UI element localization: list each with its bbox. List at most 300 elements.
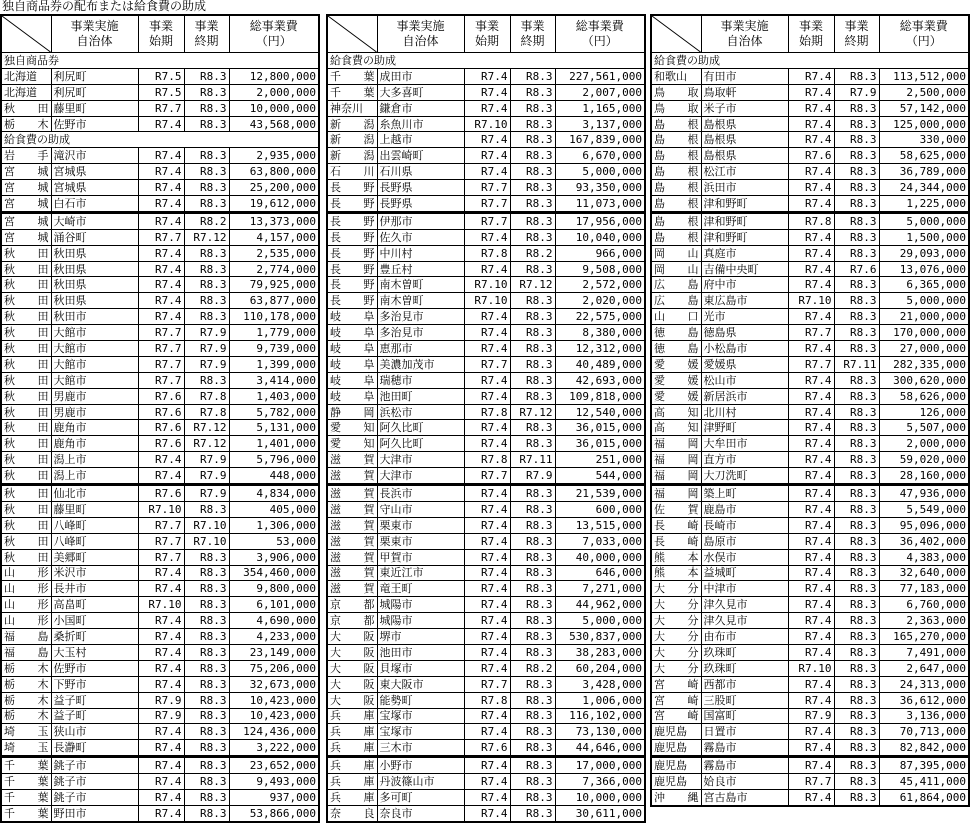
table-row bbox=[1, 68, 319, 84]
end-period-cell: R8.3 bbox=[834, 309, 879, 325]
municipality-cell: 佐久市 bbox=[377, 229, 464, 245]
pref-cell: 島 根 bbox=[651, 132, 701, 148]
start-period-cell: R7.4 bbox=[788, 549, 834, 565]
total-cost-cell: 109,818,000 bbox=[555, 388, 645, 404]
pref-cell: 大 分 bbox=[651, 644, 701, 660]
municipality-cell: 新居浜市 bbox=[701, 388, 788, 404]
pref-cell: 滋 賀 bbox=[327, 565, 377, 581]
start-period-cell: R7.4 bbox=[464, 436, 510, 452]
table-row bbox=[327, 676, 645, 692]
start-period-cell: R7.4 bbox=[138, 676, 184, 692]
municipality-cell: 益子町 bbox=[51, 692, 138, 708]
end-period-cell: R8.3 bbox=[834, 676, 879, 692]
total-cost-cell: 5,796,000 bbox=[229, 452, 319, 468]
pref-cell: 福 岡 bbox=[651, 468, 701, 485]
end-period-cell: R8.3 bbox=[184, 613, 229, 629]
total-cost-cell: 10,000,000 bbox=[555, 789, 645, 805]
total-cost-cell: 58,626,000 bbox=[879, 388, 969, 404]
total-cost-cell: 22,575,000 bbox=[555, 309, 645, 325]
table-row bbox=[651, 388, 969, 404]
start-period-cell: R7.4 bbox=[464, 100, 510, 116]
total-cost-cell: 6,670,000 bbox=[555, 148, 645, 164]
total-cost-cell: 77,183,000 bbox=[879, 581, 969, 597]
pref-cell: 高 知 bbox=[651, 404, 701, 420]
table-row bbox=[1, 549, 319, 565]
municipality-cell: 多可町 bbox=[377, 789, 464, 805]
table-row bbox=[651, 565, 969, 581]
start-period-cell: R7.4 bbox=[788, 116, 834, 132]
start-period-cell: R7.4 bbox=[138, 660, 184, 676]
table-row bbox=[327, 196, 645, 213]
end-period-cell: R8.3 bbox=[510, 676, 555, 692]
section-header-label: 給食費の助成 bbox=[327, 53, 645, 69]
total-cost-cell: 1,403,000 bbox=[229, 388, 319, 404]
municipality-cell: 愛媛県 bbox=[701, 356, 788, 372]
municipality-cell: 北川村 bbox=[701, 404, 788, 420]
start-period-cell: R7.4 bbox=[464, 309, 510, 325]
pref-cell: 島 根 bbox=[651, 148, 701, 164]
end-period-cell: R7.11 bbox=[834, 356, 879, 372]
table-row bbox=[327, 708, 645, 724]
end-period-cell: R8.3 bbox=[510, 485, 555, 502]
start-period-cell: R7.4 bbox=[788, 676, 834, 692]
end-period-cell: R8.3 bbox=[184, 196, 229, 213]
total-cost-cell: 966,000 bbox=[555, 245, 645, 261]
pref-cell: 滋 賀 bbox=[327, 549, 377, 565]
start-period-cell: R7.4 bbox=[138, 245, 184, 261]
total-cost-cell: 5,507,000 bbox=[879, 420, 969, 436]
municipality-cell: 津和野町 bbox=[701, 229, 788, 245]
total-cost-cell: 40,489,000 bbox=[555, 356, 645, 372]
header-cell-3: 総事業費 （円） bbox=[555, 15, 645, 53]
start-period-cell: R7.4 bbox=[788, 404, 834, 420]
municipality-cell: 美濃加茂市 bbox=[377, 356, 464, 372]
start-period-cell: R7.7 bbox=[464, 356, 510, 372]
pref-cell: 山 形 bbox=[1, 613, 51, 629]
municipality-cell: 八峰町 bbox=[51, 533, 138, 549]
pref-cell: 秋 田 bbox=[1, 404, 51, 420]
table-row bbox=[1, 485, 319, 502]
table-row bbox=[327, 164, 645, 180]
pref-cell: 栃 木 bbox=[1, 676, 51, 692]
end-period-cell: R8.3 bbox=[510, 549, 555, 565]
start-period-cell: R7.4 bbox=[464, 164, 510, 180]
start-period-cell: R7.4 bbox=[788, 629, 834, 645]
pref-cell: 福 岡 bbox=[651, 485, 701, 502]
end-period-cell: R8.3 bbox=[510, 757, 555, 774]
pref-cell: 千 葉 bbox=[327, 84, 377, 100]
end-period-cell: R8.3 bbox=[510, 229, 555, 245]
municipality-cell: 下野市 bbox=[51, 676, 138, 692]
total-cost-cell: 6,101,000 bbox=[229, 597, 319, 613]
start-period-cell: R7.6 bbox=[138, 436, 184, 452]
pref-cell: 宮 崎 bbox=[651, 708, 701, 724]
start-period-cell: R7.8 bbox=[788, 212, 834, 229]
end-period-cell: R8.3 bbox=[834, 644, 879, 660]
total-cost-cell: 42,693,000 bbox=[555, 372, 645, 388]
pref-cell: 栃 木 bbox=[1, 708, 51, 724]
pref-cell: 埼 玉 bbox=[1, 724, 51, 740]
end-period-cell: R8.3 bbox=[834, 613, 879, 629]
municipality-cell: 鹿角市 bbox=[51, 420, 138, 436]
table-row bbox=[1, 501, 319, 517]
municipality-cell: 秋田県 bbox=[51, 245, 138, 261]
end-period-cell: R8.3 bbox=[184, 261, 229, 277]
pref-cell: 滋 賀 bbox=[327, 501, 377, 517]
pref-cell: 兵 庫 bbox=[327, 724, 377, 740]
end-period-cell: R8.3 bbox=[184, 565, 229, 581]
table-row bbox=[327, 501, 645, 517]
start-period-cell: R7.4 bbox=[788, 372, 834, 388]
end-period-cell: R8.3 bbox=[184, 708, 229, 724]
end-period-cell: R8.3 bbox=[834, 485, 879, 502]
pref-cell: 岐 阜 bbox=[327, 372, 377, 388]
pref-cell: 埼 玉 bbox=[1, 740, 51, 757]
total-cost-cell: 44,962,000 bbox=[555, 597, 645, 613]
total-cost-cell: 165,270,000 bbox=[879, 629, 969, 645]
municipality-cell: 津久見市 bbox=[701, 597, 788, 613]
municipality-cell: 由布市 bbox=[701, 629, 788, 645]
pref-cell: 秋 田 bbox=[1, 468, 51, 485]
pref-cell: 島 根 bbox=[651, 180, 701, 196]
municipality-cell: 秋田県 bbox=[51, 277, 138, 293]
start-period-cell: R7.10 bbox=[464, 277, 510, 293]
pref-cell: 岐 阜 bbox=[327, 325, 377, 341]
total-cost-cell: 10,423,000 bbox=[229, 708, 319, 724]
start-period-cell: R7.7 bbox=[464, 468, 510, 485]
pref-cell: 長 崎 bbox=[651, 533, 701, 549]
pref-cell: 岡 山 bbox=[651, 261, 701, 277]
start-period-cell: R7.9 bbox=[788, 708, 834, 724]
table-row bbox=[1, 517, 319, 533]
total-cost-cell: 23,652,000 bbox=[229, 757, 319, 774]
start-period-cell: R7.4 bbox=[138, 196, 184, 213]
start-period-cell: R7.4 bbox=[464, 549, 510, 565]
header-cell-2: 事業 終期 bbox=[510, 15, 555, 53]
pref-cell: 長 野 bbox=[327, 245, 377, 261]
pref-cell: 宮 城 bbox=[1, 196, 51, 213]
municipality-cell: 有田市 bbox=[701, 68, 788, 84]
municipality-cell: 宮古島市 bbox=[701, 789, 788, 805]
total-cost-cell: 10,000,000 bbox=[229, 100, 319, 116]
end-period-cell: R7.12 bbox=[184, 420, 229, 436]
table-row bbox=[327, 468, 645, 485]
end-period-cell: R8.3 bbox=[510, 805, 555, 821]
municipality-cell: 宝塚市 bbox=[377, 724, 464, 740]
municipality-cell: 霧島市 bbox=[701, 740, 788, 757]
start-period-cell: R7.4 bbox=[788, 452, 834, 468]
municipality-cell: 大刀洗町 bbox=[701, 468, 788, 485]
start-period-cell: R7.4 bbox=[138, 452, 184, 468]
pref-cell: 愛 知 bbox=[327, 420, 377, 436]
table-row bbox=[1, 245, 319, 261]
total-cost-cell: 1,225,000 bbox=[879, 196, 969, 213]
pref-cell: 秋 田 bbox=[1, 485, 51, 502]
municipality-cell: 小国町 bbox=[51, 613, 138, 629]
municipality-cell: 仙北市 bbox=[51, 485, 138, 502]
diagonal-line bbox=[652, 16, 701, 52]
pref-cell: 栃 木 bbox=[1, 660, 51, 676]
municipality-cell: 府中市 bbox=[701, 277, 788, 293]
total-cost-cell: 8,380,000 bbox=[555, 325, 645, 341]
municipality-cell: 鎌倉市 bbox=[377, 100, 464, 116]
start-period-cell: R7.8 bbox=[464, 452, 510, 468]
end-period-cell: R8.3 bbox=[834, 196, 879, 213]
start-period-cell: R7.4 bbox=[788, 164, 834, 180]
start-period-cell: R7.6 bbox=[788, 148, 834, 164]
total-cost-cell: 1,399,000 bbox=[229, 356, 319, 372]
total-cost-cell: 23,149,000 bbox=[229, 644, 319, 660]
municipality-cell: 米沢市 bbox=[51, 565, 138, 581]
section-header-label: 給食費の助成 bbox=[1, 132, 319, 148]
table-row bbox=[651, 245, 969, 261]
pref-cell: 千 葉 bbox=[1, 774, 51, 790]
total-cost-cell: 3,428,000 bbox=[555, 676, 645, 692]
start-period-cell: R7.4 bbox=[788, 757, 834, 774]
start-period-cell: R7.7 bbox=[464, 180, 510, 196]
start-period-cell: R7.4 bbox=[138, 774, 184, 790]
end-period-cell: R7.9 bbox=[184, 485, 229, 502]
start-period-cell: R7.9 bbox=[138, 708, 184, 724]
end-period-cell: R8.3 bbox=[510, 341, 555, 357]
start-period-cell: R7.4 bbox=[788, 180, 834, 196]
start-period-cell: R7.4 bbox=[788, 68, 834, 84]
municipality-cell: 貝塚市 bbox=[377, 660, 464, 676]
end-period-cell: R8.3 bbox=[834, 629, 879, 645]
start-period-cell: R7.4 bbox=[464, 613, 510, 629]
table-row bbox=[1, 212, 319, 229]
end-period-cell: R8.3 bbox=[184, 293, 229, 309]
pref-cell: 静 岡 bbox=[327, 404, 377, 420]
table-row bbox=[651, 100, 969, 116]
pref-cell: 北海道 bbox=[1, 84, 51, 100]
municipality-cell: 潟上市 bbox=[51, 452, 138, 468]
end-period-cell: R8.2 bbox=[184, 212, 229, 229]
pref-cell: 宮 崎 bbox=[651, 676, 701, 692]
municipality-cell: 島根県 bbox=[701, 116, 788, 132]
pref-cell: 宮 城 bbox=[1, 164, 51, 180]
municipality-cell: 竜王町 bbox=[377, 581, 464, 597]
table-row bbox=[1, 325, 319, 341]
end-period-cell: R8.3 bbox=[510, 196, 555, 213]
table-row bbox=[1, 404, 319, 420]
pref-cell: 高 知 bbox=[651, 420, 701, 436]
municipality-cell: 出雲崎町 bbox=[377, 148, 464, 164]
end-period-cell: R8.3 bbox=[510, 212, 555, 229]
pref-cell: 長 野 bbox=[327, 229, 377, 245]
municipality-cell: 守山市 bbox=[377, 501, 464, 517]
municipality-cell: 長崎市 bbox=[701, 517, 788, 533]
start-period-cell: R7.4 bbox=[788, 468, 834, 485]
end-period-cell: R8.3 bbox=[510, 261, 555, 277]
start-period-cell: R7.4 bbox=[788, 613, 834, 629]
municipality-cell: 姶良市 bbox=[701, 774, 788, 790]
total-cost-cell: 405,000 bbox=[229, 501, 319, 517]
municipality-cell: 大多喜町 bbox=[377, 84, 464, 100]
pref-cell: 秋 田 bbox=[1, 549, 51, 565]
table-row bbox=[651, 325, 969, 341]
total-cost-cell: 63,877,000 bbox=[229, 293, 319, 309]
total-cost-cell: 73,130,000 bbox=[555, 724, 645, 740]
start-period-cell: R7.4 bbox=[788, 597, 834, 613]
pref-cell: 島 根 bbox=[651, 229, 701, 245]
table-row bbox=[327, 740, 645, 757]
table-row bbox=[1, 789, 319, 805]
table-row bbox=[651, 708, 969, 724]
table-row bbox=[327, 68, 645, 84]
total-cost-cell: 5,000,000 bbox=[555, 613, 645, 629]
municipality-cell: 浜田市 bbox=[701, 180, 788, 196]
total-cost-cell: 12,540,000 bbox=[555, 404, 645, 420]
total-cost-cell: 27,000,000 bbox=[879, 341, 969, 357]
total-cost-cell: 170,000,000 bbox=[879, 325, 969, 341]
end-period-cell: R8.3 bbox=[184, 676, 229, 692]
table-row bbox=[1, 116, 319, 132]
start-period-cell: R7.4 bbox=[464, 757, 510, 774]
municipality-cell: 阿久比町 bbox=[377, 436, 464, 452]
table-row bbox=[651, 581, 969, 597]
end-period-cell: R8.3 bbox=[510, 116, 555, 132]
total-cost-cell: 28,160,000 bbox=[879, 468, 969, 485]
start-period-cell: R7.4 bbox=[464, 724, 510, 740]
pref-cell: 北海道 bbox=[1, 68, 51, 84]
pref-cell: 島 根 bbox=[651, 116, 701, 132]
municipality-cell: 東広島市 bbox=[701, 293, 788, 309]
municipality-cell: 真庭市 bbox=[701, 245, 788, 261]
total-cost-cell: 3,137,000 bbox=[555, 116, 645, 132]
total-cost-cell: 4,690,000 bbox=[229, 613, 319, 629]
start-period-cell: R7.7 bbox=[138, 325, 184, 341]
start-period-cell: R7.4 bbox=[464, 372, 510, 388]
municipality-cell: 大館市 bbox=[51, 372, 138, 388]
table-row bbox=[327, 116, 645, 132]
municipality-cell: 大館市 bbox=[51, 341, 138, 357]
table-row bbox=[327, 533, 645, 549]
end-period-cell: R8.3 bbox=[510, 388, 555, 404]
pref-cell: 兵 庫 bbox=[327, 757, 377, 774]
pref-cell: 秋 田 bbox=[1, 261, 51, 277]
end-period-cell: R8.3 bbox=[510, 325, 555, 341]
end-period-cell: R8.3 bbox=[834, 774, 879, 790]
diagonal-line bbox=[328, 16, 377, 52]
table-row bbox=[651, 277, 969, 293]
start-period-cell: R7.4 bbox=[138, 581, 184, 597]
pref-cell: 秋 田 bbox=[1, 501, 51, 517]
end-period-cell: R8.3 bbox=[510, 774, 555, 790]
start-period-cell: R7.4 bbox=[788, 84, 834, 100]
end-period-cell: R8.3 bbox=[834, 180, 879, 196]
total-cost-cell: 646,000 bbox=[555, 565, 645, 581]
start-period-cell: R7.7 bbox=[138, 517, 184, 533]
table-row bbox=[651, 485, 969, 502]
municipality-cell: 大牟田市 bbox=[701, 436, 788, 452]
table-row bbox=[1, 356, 319, 372]
end-period-cell: R8.3 bbox=[834, 116, 879, 132]
total-cost-cell: 9,739,000 bbox=[229, 341, 319, 357]
total-cost-cell: 36,612,000 bbox=[879, 692, 969, 708]
start-period-cell: R7.4 bbox=[464, 581, 510, 597]
table-row bbox=[651, 164, 969, 180]
municipality-cell: 中川村 bbox=[377, 245, 464, 261]
municipality-cell: 水俣市 bbox=[701, 549, 788, 565]
end-period-cell: R8.2 bbox=[510, 660, 555, 676]
header-cell-2: 事業 終期 bbox=[834, 15, 879, 53]
pref-cell: 熊 本 bbox=[651, 549, 701, 565]
start-period-cell: R7.4 bbox=[788, 229, 834, 245]
table-left bbox=[0, 14, 320, 823]
municipality-cell: 浜松市 bbox=[377, 404, 464, 420]
total-cost-cell: 113,512,000 bbox=[879, 68, 969, 84]
table-row bbox=[1, 164, 319, 180]
pref-cell: 大 分 bbox=[651, 613, 701, 629]
end-period-cell: R8.3 bbox=[834, 325, 879, 341]
total-cost-cell: 2,000,000 bbox=[879, 436, 969, 452]
end-period-cell: R8.3 bbox=[834, 212, 879, 229]
pref-cell: 神奈川 bbox=[327, 100, 377, 116]
end-period-cell: R7.9 bbox=[834, 84, 879, 100]
end-period-cell: R7.12 bbox=[184, 229, 229, 245]
table-row bbox=[1, 261, 319, 277]
municipality-cell: 男鹿市 bbox=[51, 388, 138, 404]
total-cost-cell: 530,837,000 bbox=[555, 629, 645, 645]
total-cost-cell: 2,535,000 bbox=[229, 245, 319, 261]
table-row bbox=[651, 452, 969, 468]
total-cost-cell: 2,000,000 bbox=[229, 84, 319, 100]
end-period-cell: R8.3 bbox=[184, 100, 229, 116]
municipality-cell: 南木曽町 bbox=[377, 293, 464, 309]
start-period-cell: R7.4 bbox=[464, 420, 510, 436]
section-header-label: 給食費の助成 bbox=[651, 53, 969, 69]
municipality-cell: 成田市 bbox=[377, 68, 464, 84]
end-period-cell: R8.3 bbox=[184, 164, 229, 180]
municipality-cell: 多治見市 bbox=[377, 325, 464, 341]
total-cost-cell: 5,782,000 bbox=[229, 404, 319, 420]
start-period-cell: R7.4 bbox=[464, 774, 510, 790]
pref-cell: 大 分 bbox=[651, 660, 701, 676]
total-cost-cell: 29,093,000 bbox=[879, 245, 969, 261]
municipality-cell: 藤里町 bbox=[51, 501, 138, 517]
start-period-cell: R7.4 bbox=[788, 277, 834, 293]
end-period-cell: R7.8 bbox=[184, 388, 229, 404]
start-period-cell: R7.4 bbox=[138, 212, 184, 229]
pref-cell: 徳 島 bbox=[651, 325, 701, 341]
end-period-cell: R8.3 bbox=[834, 420, 879, 436]
start-period-cell: R7.4 bbox=[788, 196, 834, 213]
end-period-cell: R8.3 bbox=[184, 309, 229, 325]
table-row bbox=[1, 692, 319, 708]
end-period-cell: R8.3 bbox=[834, 692, 879, 708]
municipality-cell: 鹿島市 bbox=[701, 501, 788, 517]
end-period-cell: R8.3 bbox=[510, 581, 555, 597]
start-period-cell: R7.4 bbox=[788, 644, 834, 660]
total-cost-cell: 25,200,000 bbox=[229, 180, 319, 196]
municipality-cell: 長野県 bbox=[377, 180, 464, 196]
start-period-cell: R7.4 bbox=[788, 565, 834, 581]
municipality-cell: 池田市 bbox=[377, 644, 464, 660]
start-period-cell: R7.7 bbox=[138, 372, 184, 388]
total-cost-cell: 63,800,000 bbox=[229, 164, 319, 180]
total-cost-cell: 53,000 bbox=[229, 533, 319, 549]
end-period-cell: R8.3 bbox=[834, 757, 879, 774]
start-period-cell: R7.7 bbox=[138, 100, 184, 116]
pref-cell: 大 阪 bbox=[327, 676, 377, 692]
end-period-cell: R8.3 bbox=[184, 549, 229, 565]
pref-cell: 栃 木 bbox=[1, 116, 51, 132]
table-row bbox=[327, 229, 645, 245]
total-cost-cell: 7,271,000 bbox=[555, 581, 645, 597]
table-row bbox=[651, 692, 969, 708]
municipality-cell: 堺市 bbox=[377, 629, 464, 645]
